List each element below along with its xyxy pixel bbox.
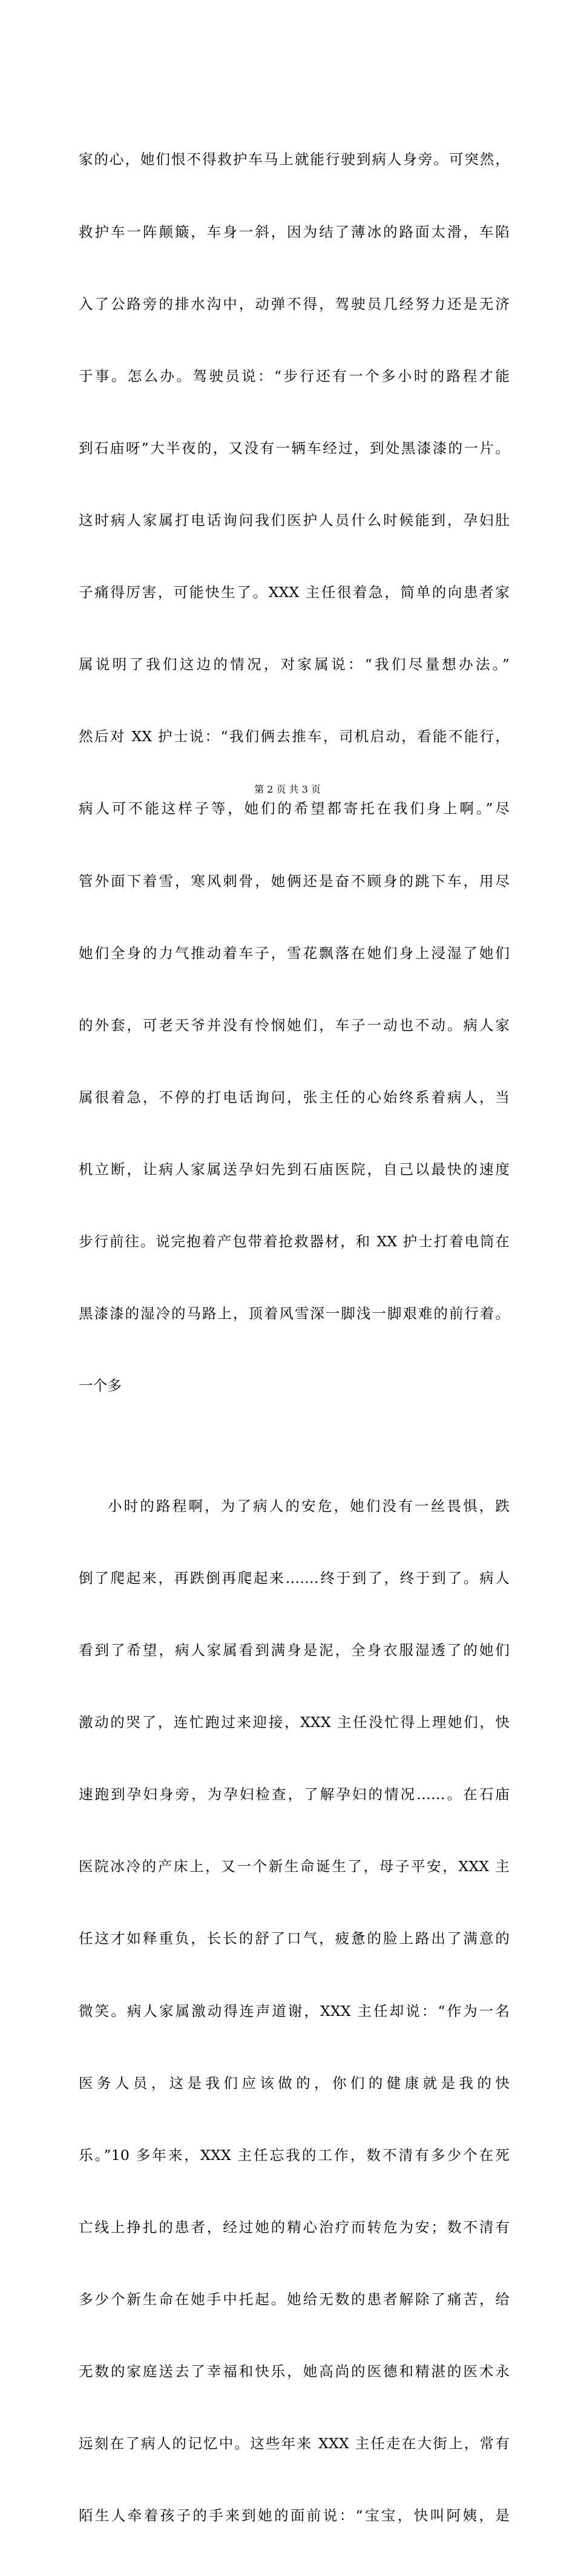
text-line: 入了公路旁的排水沟中，动弹不得，驾驶员几经努力还是无济 [79,295,510,312]
text-line: 无数的家庭送去了幸福和快乐，她高尚的医德和精湛的医术永 [79,2363,510,2380]
page-footer [0,782,575,796]
body-text [79,100,510,2576]
text-line: 陌生人牵着孩子的手来到她的面前说：“宝宝，快叫阿姨，是 [79,2507,510,2525]
text-line: 的外套，可老天爷并没有怜悯她们，车子一动也不动。病人家 [79,1016,510,1034]
text-line: 病人可不能这样子等，她们的希望都寄托在我们身上啊。”尽 [79,800,510,817]
text-line: 激动的哭了，连忙跑过来迎接，XXX 主任没忙得上理她们，快 [79,1714,510,1731]
text-line: 这时病人家属打电话询问我们医护人员什么时候能到，孕妇肚 [79,511,510,529]
text-line: 多少个新生命在她手中托起。她给无数的患者解除了痛苦，给 [79,2290,510,2308]
paragraph-2 [79,1446,510,2576]
text-line: 属很着急，不停的打电话询问，张主任的心始终系着病人，当 [79,1088,510,1106]
text-line: 小时的路程啊，为了病人的安危，她们没有一丝畏惧，跌 [108,1497,510,1514]
page-number-label: 第 2 页 共 3 页 [254,784,321,795]
text-line: 微笑。病人家属激动得连声道谢，XXX 主任却说：“作为一名 [79,2002,510,2020]
text-line: 机立断，让病人家属送孕妇先到石庙医院，自己以最快的速度 [79,1160,510,1178]
text-line: 她们全身的力气推动着车子，雪花飘落在她们身上浸湿了她们 [79,944,510,962]
text-line: 乐。”10 多年来，XXX 主任忘我的工作，数不清有多少个在死 [79,2146,510,2164]
text-line: 子痛得厉害，可能快生了。XXX 主任很着急，简单的向患者家 [79,584,510,601]
text-line: 管外面下着雪，寒风刺骨，她俩还是奋不顾身的跳下车，用尽 [79,872,510,890]
text-line: 医务人员，这是我们应该做的，你们的健康就是我的快 [79,2074,510,2092]
text-line: 到石庙呀”大半夜的，又没有一辆车经过，到处黑漆漆的一片。 [79,439,510,457]
paragraph-1 [79,100,510,1446]
text-line: 步行前往。说完抱着产包带着抢救器材，和 XX 护士打着电筒在 [79,1233,510,1250]
text-line: 属说明了我们这边的情况，对家属说：“我们尽量想办法。” [79,656,510,673]
text-line: 倒了爬起来，再跌倒再爬起来…….终于到了，终于到了。病人 [79,1569,510,1587]
text-line: 亡线上挣扎的患者，经过她的精心治疗而转危为安；数不清有 [79,2218,510,2236]
text-line: 救护车一阵颠簸，车身一斜，因为结了薄冰的路面太滑，车陷 [79,223,510,240]
text-line: 于事。怎么办。驾驶员说：“步行还有一个多小时的路程才能 [79,367,510,385]
text-line: 远刻在了病人的记忆中。这些年来 XXX 主任走在大街上，常有 [79,2435,510,2452]
text-line: 看到了希望，病人家属看到满身是泥，全身衣服湿透了的她们 [79,1642,510,1659]
text-line: 然后对 XX 护士说：“我们俩去推车，司机启动，看能不能行， [79,728,510,745]
text-line: 医院冰冷的产床上，又一个新生命诞生了，母子平安，XXX 主 [79,1858,510,1875]
text-line: 速跑到孕妇身旁，为孕妇检查，了解孕妇的情况……。在石庙 [79,1786,510,1803]
text-line: 任这才如释重负，长长的舒了口气，疲惫的脸上路出了满意的 [79,1930,510,1947]
text-line: 一个多 [79,1377,122,1395]
text-line: 黑漆漆的湿冷的马路上，顶着风雪深一脚浅一脚艰难的前行着。 [79,1305,510,1323]
text-line: 家的心，她们恨不得救护车马上就能行驶到病人身旁。可突然， [79,151,510,168]
